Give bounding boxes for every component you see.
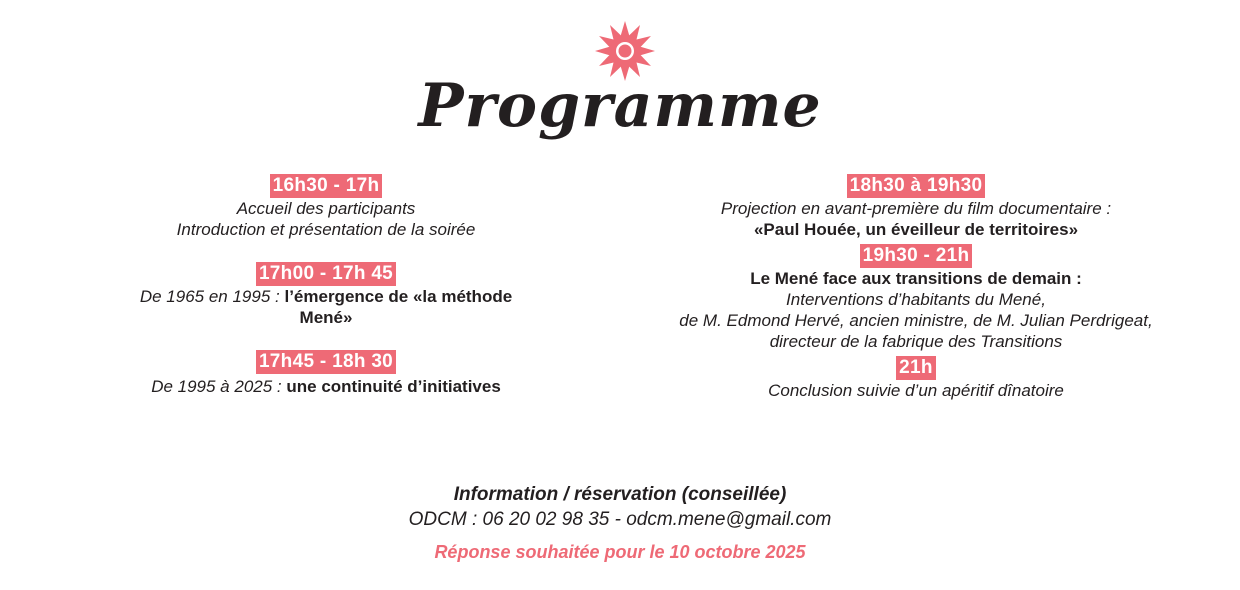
page-title: Programme xyxy=(418,71,822,141)
time-badge: 17h45 - 18h 30 xyxy=(256,350,396,374)
item-line: Conclusion suivie d’un apéritif dînatoire xyxy=(768,381,1064,400)
time-badge: 17h00 - 17h 45 xyxy=(256,262,396,286)
program-item xyxy=(600,174,1232,240)
time-badge: 16h30 - 17h xyxy=(270,174,383,198)
item-line: Interventions d’habitants du Mené, xyxy=(786,290,1046,309)
item-bold: l’émergence de «la méthode Mené» xyxy=(284,287,513,327)
item-line: de M. Edmond Hervé, ancien ministre, de M. Julian Perdrigeat, xyxy=(679,311,1153,330)
time-badge: 18h30 à 19h30 xyxy=(847,174,986,198)
item-line: directeur de la fabrique des Transitions xyxy=(769,332,1063,351)
item-line: Projection en avant-première du film documentaire : xyxy=(720,199,1112,218)
info-contact: ODCM : 06 20 02 98 35 - odcm.mene@gmail.com xyxy=(408,509,832,530)
program-item xyxy=(130,350,522,397)
info-title: Information / réservation (conseillée) xyxy=(453,484,787,505)
item-line xyxy=(130,376,522,397)
time-badge: 19h30 - 21h xyxy=(860,244,973,268)
item-prefix: De 1965 en 1995 : xyxy=(139,287,280,306)
time-badge: 21h xyxy=(896,356,936,380)
program-item xyxy=(130,262,522,328)
reply-deadline: Réponse souhaitée pour le 10 octobre 2025 xyxy=(434,542,806,562)
item-line xyxy=(130,286,522,328)
item-bold: Le Mené face aux transitions de demain : xyxy=(750,269,1082,288)
item-bold: une continuité d’initiatives xyxy=(286,377,501,396)
item-line: Accueil des participants xyxy=(236,199,416,218)
program-item xyxy=(130,174,522,240)
program-item xyxy=(600,356,1232,401)
item-prefix: De 1995 à 2025 : xyxy=(151,377,282,396)
program-left-column xyxy=(130,174,522,411)
item-bold: «Paul Houée, un éveilleur de territoires» xyxy=(753,220,1079,239)
program-item xyxy=(600,244,1232,352)
program-right-column xyxy=(600,174,1232,401)
item-line: Introduction et présentation de la soirée xyxy=(176,220,476,239)
